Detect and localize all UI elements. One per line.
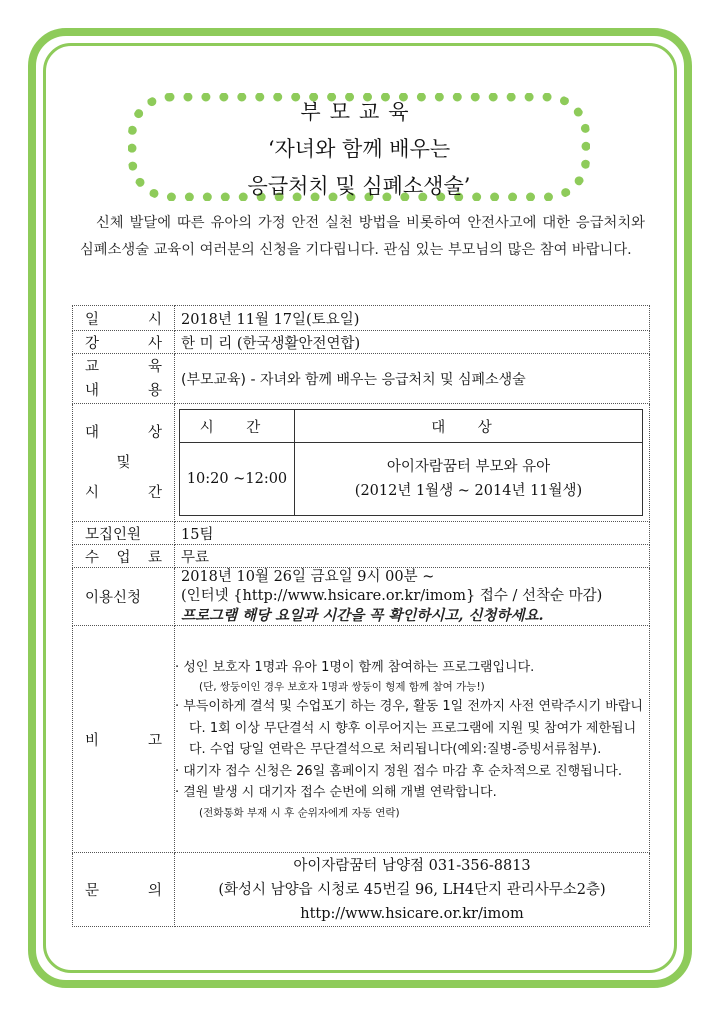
- date-value: 2018년 11월 17일(토요일): [175, 306, 650, 331]
- target-value-line2: (2012년 1월생 ~ 2014년 11월생): [354, 483, 583, 499]
- apply-note: 프로그램 해당 요일과 시간을 꼭 확인하시고, 신청하세요.: [181, 607, 544, 624]
- row-date: [73, 306, 650, 331]
- notes-label: 비 고: [73, 626, 175, 853]
- row-inquiry: [73, 853, 650, 927]
- inquiry-label: 문 의: [73, 853, 175, 927]
- subtitle-line-1: ‘자녀와 함께 배우는: [267, 137, 451, 161]
- row-recruit: [73, 522, 650, 545]
- inquiry-line-1: 아이자람꿈터 남양점 031-356-8813: [293, 857, 531, 874]
- page-title: 부모교육: [300, 100, 418, 124]
- target-label: [73, 404, 175, 522]
- col-time-header: 시 간: [180, 410, 295, 443]
- content-label: [73, 354, 175, 404]
- target-value: [295, 443, 643, 516]
- apply-line-2: (인터넷 {http://www.hsicare.or.kr/imom} 접수 / 선착순 마감): [181, 588, 603, 604]
- content-value: (부모교육) - 자녀와 함께 배우는 응급처치 및 심폐소생술: [175, 354, 650, 404]
- lecturer-label: 강 사: [73, 331, 175, 354]
- notes-value: [175, 626, 650, 853]
- target-inner-table: [179, 409, 643, 516]
- recruit-label: 모집인원: [73, 522, 175, 545]
- lecturer-value: 한 미 리 (한국생활안전연합): [175, 331, 650, 354]
- note-item-3: · 대기자 접수 신청은 26일 홈페이지 정원 접수 마감 후 순차적으로 진행됩니다.: [175, 763, 623, 779]
- subtitle-line-2: 응급처치 및 심폐소생술’: [247, 174, 471, 198]
- recruit-value: 15팀: [175, 522, 650, 545]
- apply-label: 이용신청: [73, 568, 175, 626]
- intro-paragraph: 신체 발달에 따른 유아의 가정 안전 실천 방법을 비롯하여 안전사고에 대한 응급처치와 심폐소생술 교육이 여러분의 신청을 기다립니다. 관심 있는 부모님의 많은 참여 바랍니다.: [80, 215, 645, 258]
- info-table: [72, 305, 650, 927]
- note-item-2: · 부득이하게 결석 및 수업포기 하는 경우, 활동 1일 전까지 사전 연락주시기 바랍니다. 1회 이상 무단결석 시 향후 이루어지는 프로그램에 지원 및 참여가 제한됩니다. 수업 당일 연락은 무단결석으로 처리됩니다(예외:질병-증빙서류첨부).: [175, 699, 643, 757]
- content-label-line2: 내 용: [85, 382, 162, 399]
- apply-line-1: 2018년 10월 26일 금요일 9시 00분 ~: [181, 569, 435, 585]
- time-value: 10:20 ~12:00: [180, 443, 295, 516]
- row-fee: [73, 545, 650, 568]
- note-item-1: · 성인 보호자 1명과 유아 1명이 함께 참여하는 프로그램입니다.: [175, 659, 535, 675]
- row-apply: [73, 568, 650, 626]
- date-label: 일 시: [73, 306, 175, 331]
- target-label-line1: 대 상: [85, 424, 162, 441]
- target-label-line2: 및: [116, 454, 131, 471]
- row-content: [73, 354, 650, 404]
- note-item-4-sub: (전화통화 부재 시 후 순위자에게 자동 연락): [199, 806, 400, 819]
- target-value-line1: 아이자람꿈터 부모와 유아: [386, 459, 551, 475]
- row-target: [73, 404, 650, 522]
- row-notes: [73, 626, 650, 853]
- content-label-line1: 교 육: [85, 358, 162, 375]
- target-cell: [175, 404, 650, 522]
- target-label-line3: 시 간: [85, 484, 162, 501]
- col-target-header: 대 상: [295, 410, 643, 443]
- fee-value: 무료: [175, 545, 650, 568]
- inquiry-url[interactable]: http://www.hsicare.or.kr/imom: [300, 905, 524, 922]
- note-item-1-sub: (단, 쌍둥이인 경우 보호자 1명과 쌍둥이 형제 함께 참여 가능!): [199, 681, 485, 693]
- inquiry-line-2: (화성시 남양읍 시청로 45번길 96, LH4단지 관리사무소2층): [218, 881, 606, 898]
- fee-label: 수 업 료: [73, 545, 175, 568]
- row-lecturer: [73, 331, 650, 354]
- apply-value: [175, 568, 650, 626]
- inquiry-value: [175, 853, 650, 927]
- note-item-4: · 결원 발생 시 대기자 접수 순번에 의해 개별 연락합니다.: [175, 785, 497, 800]
